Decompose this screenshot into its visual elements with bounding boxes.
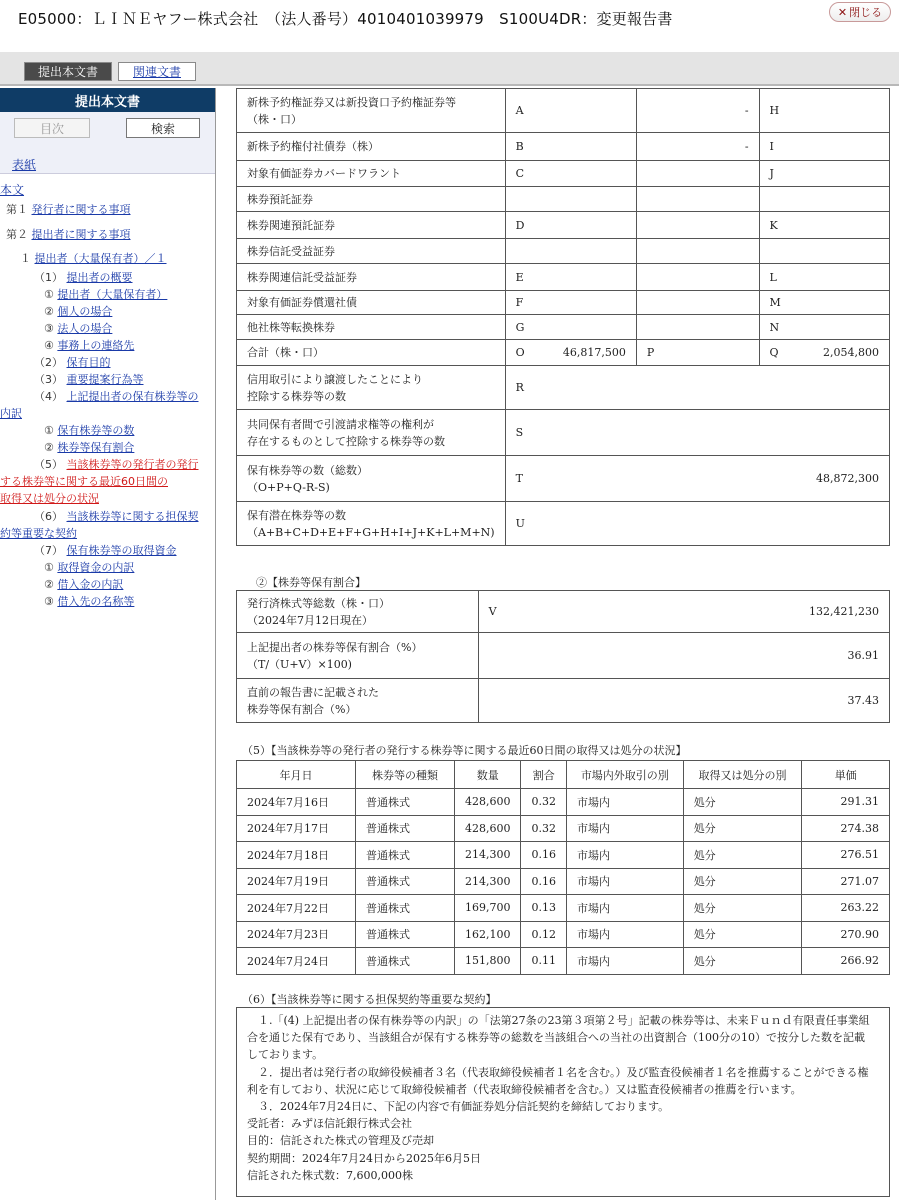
sidebar-item-lenders[interactable] [44,593,134,610]
holdings-row [237,502,890,546]
transactions-cell: 214,300 [454,842,521,869]
holdings-label-cell [237,239,506,264]
sidebar-item-label: 当該株券等に関する担保契 [66,510,199,523]
holdings-label: 株券預託証券 [247,192,313,206]
holdings-letter-2: I [759,133,889,161]
sidebar-item-issuer[interactable] [6,201,131,218]
holdings-label: 他社株等転換株券 [247,320,335,334]
ratio-v-letter: V [488,605,497,618]
holdings-label: 対象有価証券償還社債 [247,296,357,309]
sidebar-item-loans[interactable] [44,576,123,593]
holdings-t-cell [505,456,889,502]
holdings-label-cell [237,89,506,133]
sidebar-item-fund-breakdown[interactable] [44,559,134,576]
holdings-letter-2 [759,239,889,264]
sidebar-item-prefix: （4） [34,390,63,403]
ratio-v-label: 発行済株式等総数（株・口） [247,596,390,610]
holdings-u-label-2: （A+B+C+D+E+F+G+H+I+J+K+L+M+N) [247,525,495,539]
sidebar-item-prefix: （6） [34,510,63,523]
transactions-cell: 普通株式 [355,789,454,816]
contracts-line: 合を通じた保有であり、当該組合が保有する株券等の総数を当該組合への当社の出資割合（100分の10）で按分した数を記載 [247,1031,865,1045]
sidebar-item-ratio[interactable] [44,439,134,456]
contracts-line: しております。 [247,1048,324,1062]
sidebar-item-label: 発行者に関する事項 [31,203,131,216]
contracts-line: 契約期間：2024年7月24日から2025年6月5日 [247,1151,481,1165]
holdings-letter-1 [505,187,636,212]
holdings-table [236,88,890,546]
transactions-cell: 処分 [683,842,802,869]
transactions-column-header: 取得又は処分の別 [683,761,802,789]
holdings-t-label: 保有株券等の数（総数） [247,463,368,477]
transactions-cell: 0.32 [521,789,567,816]
transactions-column-header: 単価 [802,761,890,789]
holdings-row [237,161,890,187]
transactions-row [237,815,890,842]
sidebar-item-breakdown[interactable] [34,388,199,405]
sidebar-item-label: 借入先の名称等 [57,595,135,608]
transactions-cell: 2024年7月17日 [237,815,356,842]
ratio-holder-formula: （T/（U+V）×100) [247,657,352,671]
holdings-row [237,456,890,502]
transactions-cell: 291.31 [802,789,890,816]
holdings-letter-2: K [759,212,889,239]
transactions-column-header: 年月日 [237,761,356,789]
holdings-letter-2: M [759,291,889,315]
sidebar-item-label: 保有株券等の数 [57,424,135,437]
sidebar-item-label: 保有目的 [66,356,111,369]
transactions-cell: 普通株式 [355,895,454,922]
ratio-holder-label-cell [237,633,479,679]
holdings-label-cell [237,291,506,315]
sidebar-item-contracts[interactable] [34,508,199,525]
sidebar-item-label: 法人の場合 [57,322,113,335]
sidebar-item-prefix: （7） [34,544,63,557]
sidebar-item-overview[interactable] [34,269,133,286]
transactions-column-header: 市場内外取引の別 [566,761,683,789]
holdings-u: U [505,502,889,546]
transactions-cell: 普通株式 [355,948,454,975]
holdings-letter-2: N [759,315,889,340]
holdings-letter-2 [759,187,889,212]
ratio-prev-label-cell [237,679,479,723]
contracts-line: 利を有しており、状況に応じて取締役候補者（代表取締役候補者を含む。）又は監査役候補者の推薦を行います。 [247,1082,802,1096]
transactions-cell: 処分 [683,815,802,842]
transactions-cell: 0.12 [521,921,567,948]
sidebar-item-prefix: ① [44,424,54,437]
sidebar-item-count[interactable] [44,422,134,439]
holdings-r-label-2: 控除する株券等の数 [247,389,346,403]
transactions-cell: 169,700 [454,895,521,922]
ratio-heading: ②【株券等保有割合】 [256,576,366,589]
sidebar-item-prefix: 第２ [6,228,28,241]
transactions-cell: 274.38 [802,815,890,842]
transactions-column-header: 株券等の種類 [355,761,454,789]
contracts-line: 信託された株式数：7,600,000株 [247,1168,413,1182]
holdings-row [237,264,890,291]
sidebar-item-prefix: ② [44,578,54,591]
holdings-t: T [515,472,523,485]
sidebar-item-submitter[interactable] [6,226,131,243]
sidebar-item-prefix: （3） [34,373,63,386]
transactions-cell: 428,600 [454,815,521,842]
contracts-line: １.「(4) 上記提出者の保有株券等の内訳」の「法第27条の23第３項第２号」記載の株券等は、未来Ｆｕｎｄ有限責任事業組 [247,1014,870,1027]
transactions-cell: 処分 [683,921,802,948]
sidebar-item-funds[interactable] [34,542,177,559]
sidebar-item-transactions-cont2[interactable]: 取得又は処分の状況 [0,492,99,505]
holdings-label: 新株予約権証券又は新投資口予約権証券等 [247,95,456,109]
document-header [0,0,899,52]
transactions-row [237,842,890,869]
sidebar-item-prefix: ① [44,288,54,301]
sidebar-item-honbun[interactable]: 本文 [0,183,25,197]
holdings-label: 新株予約権付社債券（株） [247,140,379,153]
holdings-s-label-2: 存在するものとして控除する株券等の数 [247,434,445,448]
transactions-cell: 0.16 [521,868,567,895]
transactions-cell: 市場内 [566,921,683,948]
holdings-s-label: 共同保有者間で引渡請求権等の権利が [247,417,434,431]
sidebar-item-prefix: （5） [34,458,63,471]
holdings-total-o: O [515,346,525,359]
sidebar-item-transactions-cont[interactable]: する株券等に関する最近60日間の [0,475,168,488]
holdings-dash [636,239,759,264]
transactions-column-header: 割合 [521,761,567,789]
holdings-total-q-value: 2,054,800 [823,346,879,359]
transactions-cell: 2024年7月19日 [237,868,356,895]
holdings-dash [636,315,759,340]
sidebar-item-prefix: ③ [44,322,54,335]
holdings-total-o-value: 46,817,500 [562,346,626,359]
holdings-label-2: （株・口） [247,112,302,126]
holdings-letter-1: A [505,89,636,133]
transactions-cell: 市場内 [566,789,683,816]
transactions-cell: 0.13 [521,895,567,922]
holdings-letter-2: J [759,161,889,187]
transactions-row [237,948,890,975]
transactions-cell: 普通株式 [355,921,454,948]
holdings-label: 対象有価証券カバードワラント [247,167,401,180]
sidebar-item-label: 個人の場合 [57,305,113,318]
contracts-line: ３．2024年7月24日に、下記の内容で有価証券処分信託契約を締結しております。 [247,1100,670,1114]
ratio-prev-value: 37.43 [478,679,889,723]
transactions-cell: 処分 [683,789,802,816]
transactions-row [237,868,890,895]
sidebar-item-label: 保有株券等の取得資金 [66,544,177,557]
transactions-cell: 市場内 [566,948,683,975]
transactions-cell: 市場内 [566,815,683,842]
transactions-cell: 処分 [683,895,802,922]
holdings-row [237,340,890,366]
holdings-total-o-cell [505,340,636,366]
holdings-label-cell [237,161,506,187]
holdings-letter-2: H [759,89,889,133]
sidebar-item-contact[interactable] [44,337,134,354]
holdings-row [237,239,890,264]
document-body [216,88,899,1200]
holdings-dash [636,161,759,187]
sidebar-item-breakdown-cont[interactable]: 内訳 [0,407,22,420]
transactions-cell: 276.51 [802,842,890,869]
holdings-letter-1 [505,239,636,264]
transactions-cell: 151,800 [454,948,521,975]
holdings-label-cell [237,264,506,291]
sidebar-item-label: 取得資金の内訳 [57,561,135,574]
holdings-dash: - [636,133,759,161]
sidebar-item-purpose[interactable] [34,354,111,371]
transactions-cell: 2024年7月18日 [237,842,356,869]
sidebar-item-label: 提出者（大量保有者） [57,288,168,301]
ratio-v-label-cell [237,591,479,633]
transactions-cell: 263.22 [802,895,890,922]
sidebar-item-label: 提出者に関する事項 [31,228,131,241]
holdings-row [237,133,890,161]
sidebar-item-large-holder[interactable] [20,250,167,267]
holdings-letter-2: L [759,264,889,291]
holdings-r-label-cell [237,366,506,410]
sidebar [0,88,216,1200]
sidebar-item-label: 当該株券等の発行者の発行 [66,458,199,471]
holdings-row [237,291,890,315]
sidebar-item-label: 株券等保有割合 [57,441,135,454]
holdings-letter-1: G [505,315,636,340]
transactions-cell: 2024年7月22日 [237,895,356,922]
tab-submitted-document[interactable]: 提出本文書 [24,62,112,81]
sidebar-item-corporation[interactable] [44,320,112,337]
holdings-t-label-2: （O+P+Q-R-S) [247,480,330,494]
transactions-row [237,789,890,816]
transactions-column-header: 数量 [454,761,521,789]
holdings-letter-1: E [505,264,636,291]
sidebar-item-label: 上記提出者の保有株券等の [66,390,199,403]
holdings-total-p: P [636,340,759,366]
sidebar-item-prefix: ④ [44,339,54,352]
transactions-cell: 428,600 [454,789,521,816]
transactions-cell: 0.32 [521,815,567,842]
sidebar-item-individual[interactable] [44,303,112,320]
transactions-cell: 162,100 [454,921,521,948]
transactions-heading: （5）【当該株券等の発行者の発行する株券等に関する最近60日間の取得又は処分の状況】 [242,744,687,757]
holdings-u-label-cell [237,502,506,546]
holdings-dash [636,187,759,212]
sidebar-item-prefix: ③ [44,595,54,608]
holdings-dash [636,264,759,291]
holdings-label-cell [237,133,506,161]
sidebar-item-holder[interactable] [44,286,167,303]
holdings-row [237,212,890,239]
ratio-prev-label: 直前の報告書に記載された [247,685,379,699]
holdings-label-cell [237,212,506,239]
transactions-cell: 2024年7月24日 [237,948,356,975]
sidebar-item-label: 重要提案行為等 [66,373,144,386]
sidebar-item-prefix: ① [44,561,54,574]
transactions-cell: 0.16 [521,842,567,869]
sidebar-item-transactions[interactable] [34,456,199,473]
holdings-dash [636,212,759,239]
ratio-prev-label-2: 株券等保有割合（%） [247,702,357,716]
contracts-heading: （6）【当該株券等に関する担保契約等重要な契約】 [242,993,497,1006]
transactions-cell: 2024年7月23日 [237,921,356,948]
holdings-row [237,315,890,340]
holdings-row [237,187,890,212]
tab-related-documents[interactable]: 関連文書 [118,62,196,81]
ratio-v-value: 132,421,230 [809,605,879,618]
holdings-row [237,366,890,410]
transactions-cell: 266.92 [802,948,890,975]
holdings-dash [636,291,759,315]
sidebar-item-prefix: １ [20,252,31,265]
sidebar-item-label: 提出者の概要 [66,271,133,284]
holdings-label-cell [237,315,506,340]
sidebar-item-label: 提出者（大量保有者）／１ [34,252,167,265]
holdings-letter-1: D [505,212,636,239]
close-label: 閉じる [849,6,883,19]
ratio-holder-label: 上記提出者の株券等保有割合（%） [247,640,423,654]
sidebar-item-label: 事務上の連絡先 [57,339,135,352]
transactions-cell: 270.90 [802,921,890,948]
holdings-total-label: 合計（株・口） [237,340,506,366]
sidebar-item-prefix: ② [44,305,54,318]
holdings-dash: - [636,89,759,133]
transactions-row [237,895,890,922]
ratio-table [236,590,890,723]
transactions-cell: 普通株式 [355,815,454,842]
transactions-cell: 0.11 [521,948,567,975]
contracts-box [236,1007,890,1197]
ratio-v-label-date: （2024年7月12日現在） [247,613,373,627]
holdings-row [237,89,890,133]
transactions-cell: 2024年7月16日 [237,789,356,816]
sidebar-heading: 提出本文書 [0,88,215,112]
holdings-t-label-cell [237,456,506,502]
contracts-line: ２．提出者は発行者の取締役候補者３名（代表取締役候補者１名を含む。）及び監査役候補者１名を推薦することができる権 [247,1065,869,1079]
transactions-cell: 処分 [683,868,802,895]
sidebar-item-contracts-cont[interactable]: 約等重要な契約 [0,527,77,540]
transactions-cell: 普通株式 [355,842,454,869]
ratio-holder-value: 36.91 [478,633,889,679]
holdings-u-label: 保有潜在株券等の数 [247,508,346,522]
holdings-total-q-cell [759,340,889,366]
document-tabbar [0,52,899,86]
holdings-label: 株券関連信託受益証券 [247,270,357,284]
close-icon: ✕ [837,5,848,19]
transactions-cell: 市場内 [566,842,683,869]
transactions-cell: 処分 [683,948,802,975]
sidebar-item-proposals[interactable] [34,371,144,388]
transactions-cell: 271.07 [802,868,890,895]
holdings-r-label: 信用取引により譲渡したことにより [247,372,423,386]
holdings-row [237,410,890,456]
document-title: E05000：ＬＩＮＥヤフー株式会社 （法人番号）4010401039979 S100U4DR：変更報告書 [18,10,673,28]
holdings-total-q: Q [769,346,779,359]
holdings-label-cell [237,187,506,212]
transactions-cell: 214,300 [454,868,521,895]
holdings-letter-1: F [505,291,636,315]
holdings-letter-1: C [505,161,636,187]
holdings-s: S [505,410,889,456]
transactions-table [236,760,890,975]
sidebar-item-prefix: （2） [34,356,63,369]
search-button[interactable]: 検索 [126,118,200,138]
holdings-label: 株券関連預託証券 [247,218,335,232]
toc-button[interactable]: 目次 [14,118,90,138]
holdings-label: 株券信託受益証券 [247,244,335,258]
sidebar-item-prefix: 第１ [6,203,28,216]
sidebar-item-prefix: ② [44,441,54,454]
transactions-cell: 市場内 [566,895,683,922]
contracts-line: 目的：信託された株式の管理及び売却 [247,1134,434,1148]
transactions-row [237,921,890,948]
transactions-cell: 市場内 [566,868,683,895]
sidebar-item-prefix: （1） [34,271,63,284]
ratio-v-cell [478,591,889,633]
holdings-r: R [505,366,889,410]
close-button[interactable] [829,2,891,22]
contracts-line: 受託者：みずほ信託銀行株式会社 [247,1117,412,1131]
holdings-t-value: 48,872,300 [816,472,879,485]
sidebar-item-cover[interactable]: 表紙 [12,158,37,172]
holdings-letter-1: B [505,133,636,161]
sidebar-item-label: 借入金の内訳 [57,578,124,591]
holdings-s-label-cell [237,410,506,456]
transactions-cell: 普通株式 [355,868,454,895]
